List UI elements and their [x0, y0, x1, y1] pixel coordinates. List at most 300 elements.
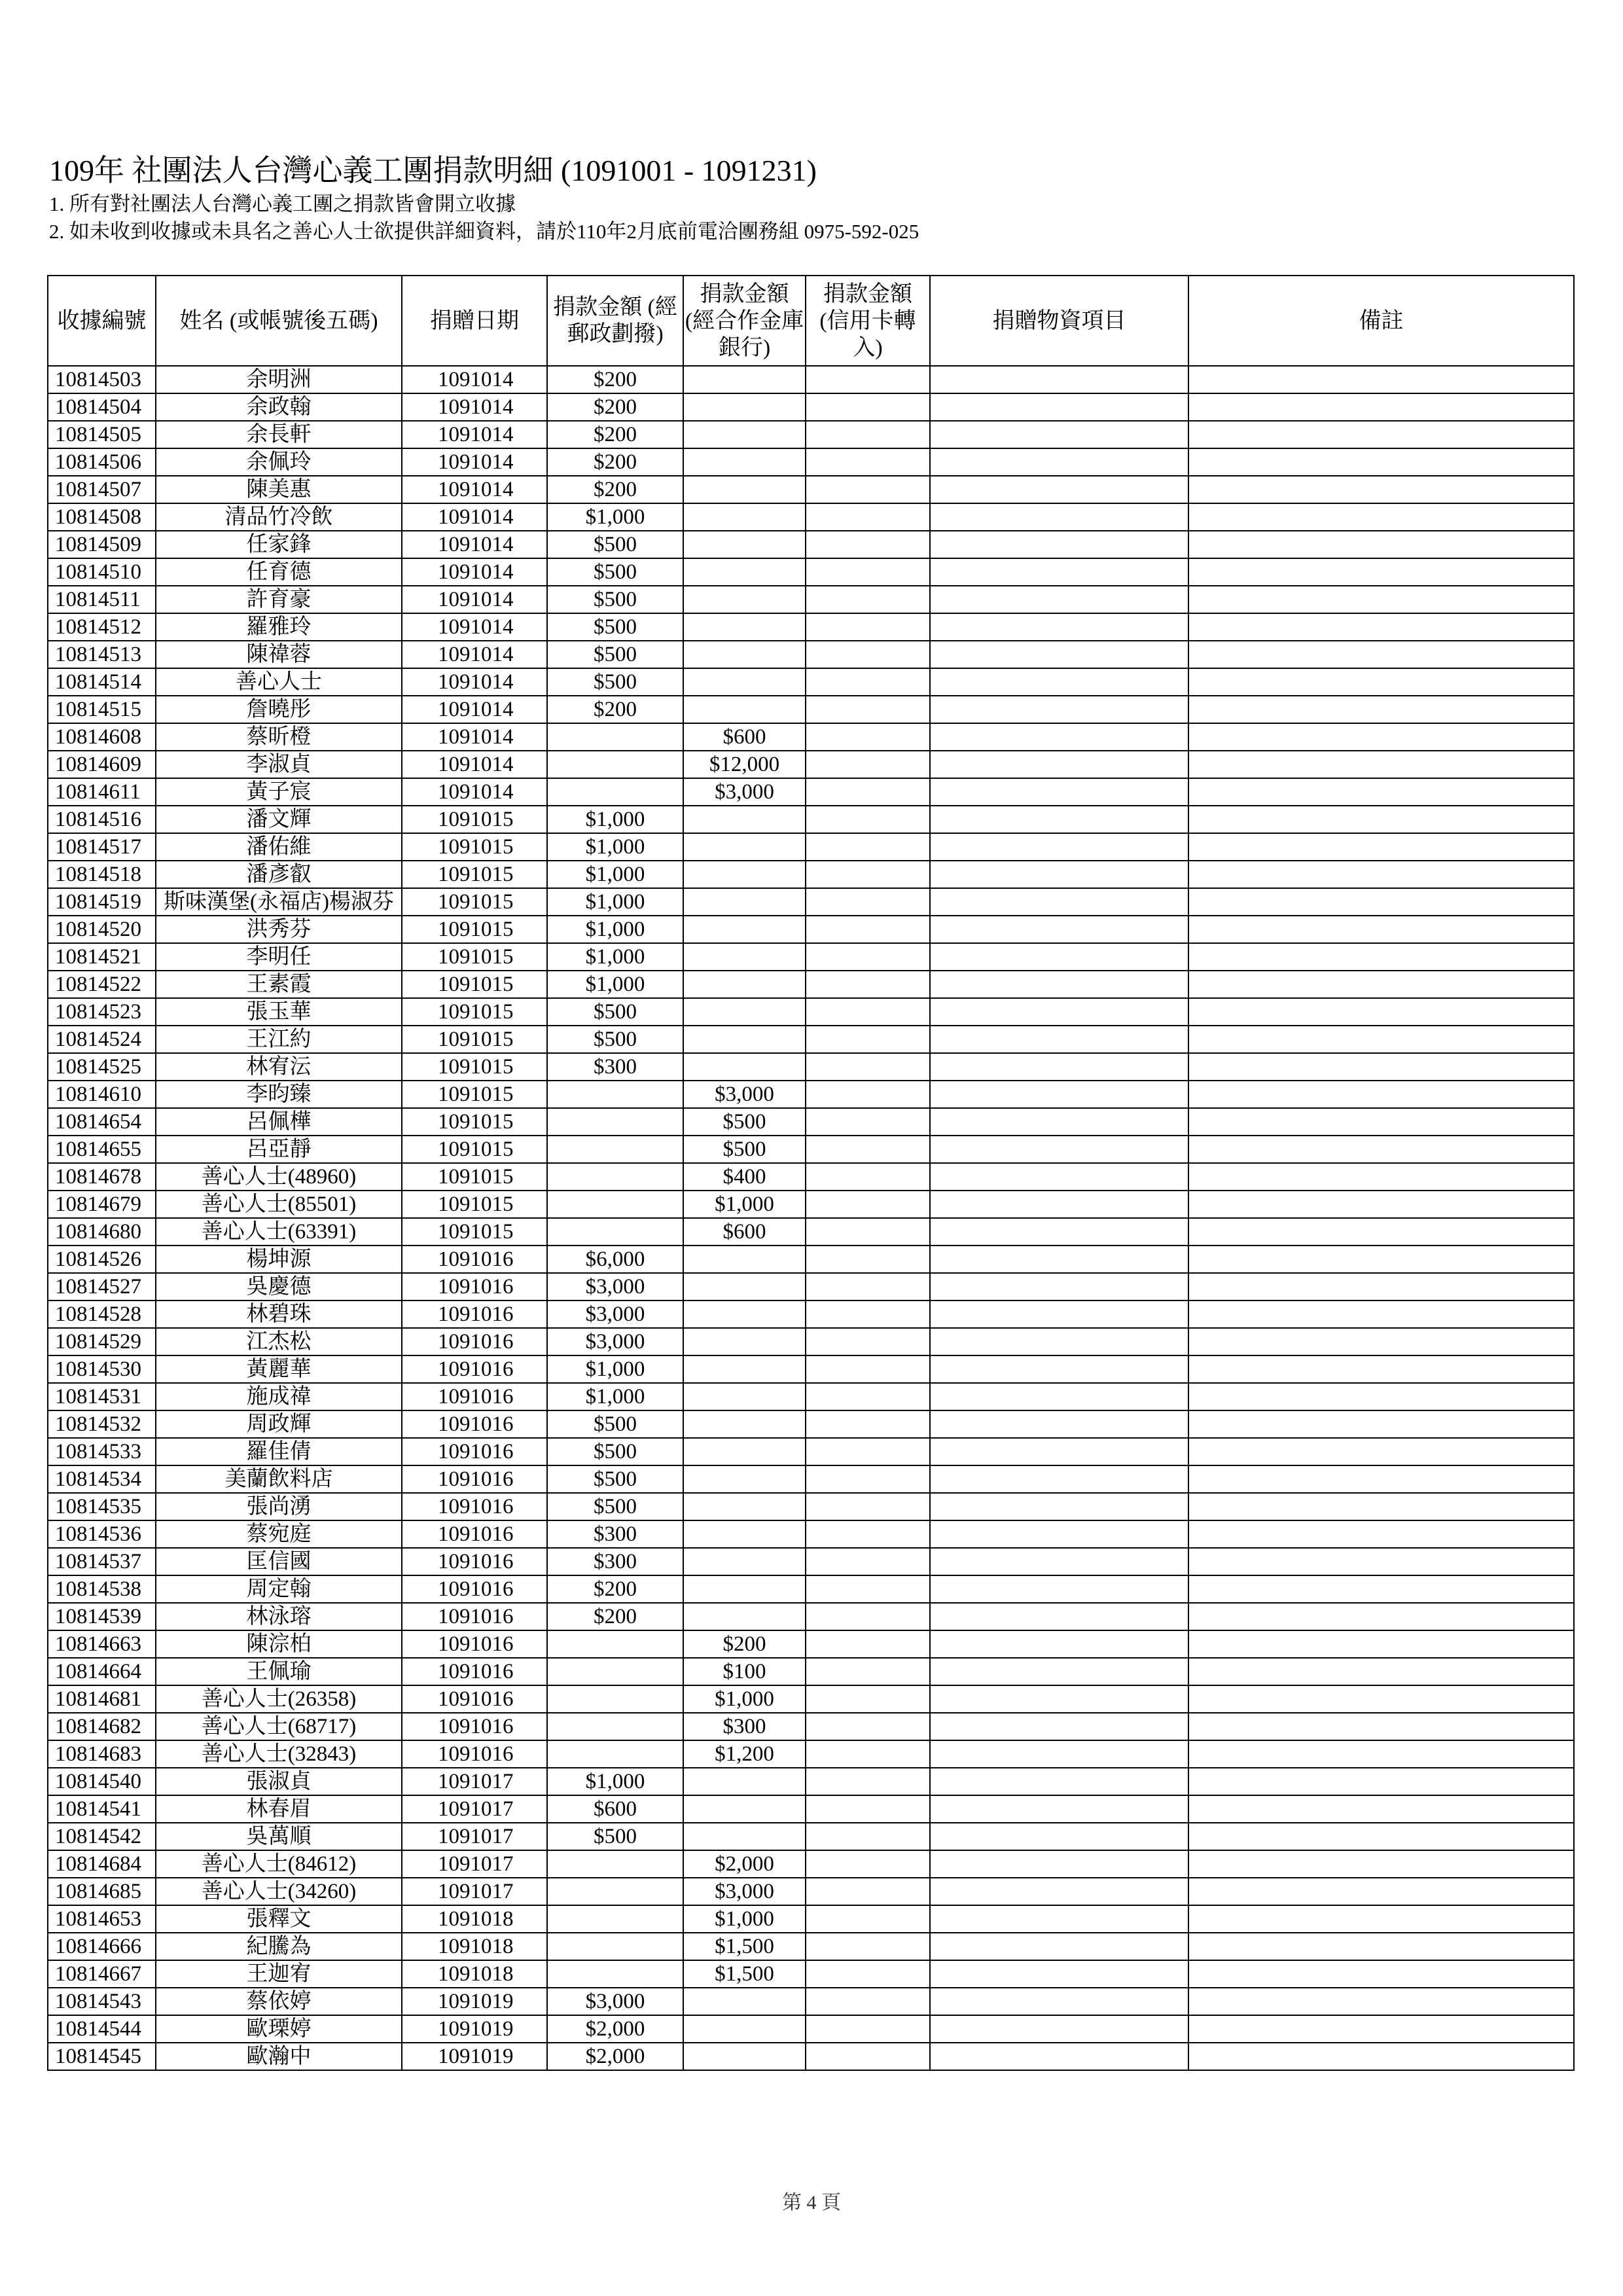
donation-date-cell: 1091014 [402, 778, 547, 806]
table-row [48, 1768, 1574, 1795]
remarks-cell [1188, 1603, 1574, 1630]
receipt-no-cell: 10814681 [48, 1685, 156, 1713]
donor-name-cell: 李淑貞 [156, 751, 402, 778]
donor-name-cell: 潘彥叡 [156, 861, 402, 888]
donor-name-cell: 施成禕 [156, 1383, 402, 1410]
donor-name-cell: 潘佑維 [156, 833, 402, 861]
donor-name-cell: 詹曉彤 [156, 696, 402, 723]
remarks-cell [1188, 1438, 1574, 1465]
amount-bank-cell: $1,000 [683, 1685, 806, 1713]
receipt-no-cell: 10814540 [48, 1768, 156, 1795]
receipt-no-cell: 10814504 [48, 393, 156, 421]
amount-postal-cell: $200 [547, 1575, 683, 1603]
goods-cell [930, 751, 1188, 778]
amount-bank-cell: $2,000 [683, 1850, 806, 1878]
donor-name-cell: 美蘭飲料店 [156, 1465, 402, 1493]
table-row [48, 1933, 1574, 1960]
goods-cell [930, 1740, 1188, 1768]
goods-cell [930, 1246, 1188, 1273]
table-row [48, 1273, 1574, 1300]
donor-name-cell: 李明任 [156, 943, 402, 971]
amount-postal-cell [547, 1685, 683, 1713]
remarks-cell [1188, 1658, 1574, 1685]
header-amount-postal: 捐款金額 (經郵政劃撥) [547, 276, 683, 366]
amount-bank-cell [683, 1026, 806, 1053]
amount-postal-cell: $200 [547, 476, 683, 503]
donation-date-cell: 1091014 [402, 668, 547, 696]
donor-name-cell: 清品竹冷飲 [156, 503, 402, 531]
amount-card-cell [806, 1933, 930, 1960]
amount-card-cell [806, 916, 930, 943]
amount-bank-cell: $1,000 [683, 1191, 806, 1218]
remarks-cell [1188, 448, 1574, 476]
amount-card-cell [806, 806, 930, 833]
amount-card-cell [806, 1328, 930, 1355]
amount-card-cell [806, 393, 930, 421]
goods-cell [930, 393, 1188, 421]
receipt-no-cell: 10814664 [48, 1658, 156, 1685]
donor-name-cell: 黃麗華 [156, 1355, 402, 1383]
receipt-no-cell: 10814655 [48, 1136, 156, 1163]
donation-date-cell: 1091014 [402, 586, 547, 613]
receipt-no-cell: 10814505 [48, 421, 156, 448]
donation-date-cell: 1091015 [402, 1053, 547, 1081]
table-row [48, 833, 1574, 861]
donation-date-cell: 1091016 [402, 1465, 547, 1493]
donation-date-cell: 1091014 [402, 751, 547, 778]
receipt-no-cell: 10814522 [48, 971, 156, 998]
receipt-no-cell: 10814524 [48, 1026, 156, 1053]
table-row [48, 998, 1574, 1026]
amount-postal-cell: $500 [547, 998, 683, 1026]
donor-name-cell: 陳淙柏 [156, 1630, 402, 1658]
remarks-cell [1188, 476, 1574, 503]
amount-card-cell [806, 586, 930, 613]
amount-bank-cell [683, 1988, 806, 2015]
receipt-no-cell: 10814533 [48, 1438, 156, 1465]
amount-bank-cell [683, 806, 806, 833]
table-row [48, 1246, 1574, 1273]
amount-postal-cell: $1,000 [547, 1383, 683, 1410]
amount-postal-cell [547, 1905, 683, 1933]
amount-card-cell [806, 1768, 930, 1795]
goods-cell [930, 1108, 1188, 1136]
amount-bank-cell [683, 916, 806, 943]
donor-name-cell: 善心人士(68717) [156, 1713, 402, 1740]
table-row [48, 1878, 1574, 1905]
donation-date-cell: 1091016 [402, 1658, 547, 1685]
remarks-cell [1188, 558, 1574, 586]
donation-date-cell: 1091016 [402, 1548, 547, 1575]
donation-date-cell: 1091017 [402, 1878, 547, 1905]
amount-card-cell [806, 1465, 930, 1493]
receipt-no-cell: 10814534 [48, 1465, 156, 1493]
receipt-no-cell: 10814610 [48, 1081, 156, 1108]
donation-date-cell: 1091014 [402, 641, 547, 668]
remarks-cell [1188, 1575, 1574, 1603]
table-row [48, 1658, 1574, 1685]
receipt-no-cell: 10814609 [48, 751, 156, 778]
receipt-no-cell: 10814667 [48, 1960, 156, 1988]
amount-bank-cell [683, 503, 806, 531]
goods-cell [930, 1603, 1188, 1630]
amount-postal-cell: $600 [547, 1795, 683, 1823]
goods-cell [930, 1905, 1188, 1933]
amount-postal-cell: $200 [547, 1603, 683, 1630]
amount-postal-cell: $500 [547, 668, 683, 696]
donation-date-cell: 1091014 [402, 531, 547, 558]
goods-cell [930, 1713, 1188, 1740]
amount-card-cell [806, 1960, 930, 1988]
donor-name-cell: 楊坤源 [156, 1246, 402, 1273]
goods-cell [930, 1273, 1188, 1300]
amount-bank-cell [683, 1520, 806, 1548]
receipt-no-cell: 10814510 [48, 558, 156, 586]
receipt-no-cell: 10814536 [48, 1520, 156, 1548]
receipt-no-cell: 10814517 [48, 833, 156, 861]
header-remarks: 備註 [1188, 276, 1574, 366]
table-row [48, 1328, 1574, 1355]
goods-cell [930, 1300, 1188, 1328]
amount-card-cell [806, 1273, 930, 1300]
goods-cell [930, 1438, 1188, 1465]
table-row [48, 1136, 1574, 1163]
donor-name-cell: 紀騰為 [156, 1933, 402, 1960]
remarks-cell [1188, 1905, 1574, 1933]
amount-card-cell [806, 1438, 930, 1465]
document-title: 109年 社團法人台灣心義工團捐款明細 (1091001 - 1091231) [49, 154, 817, 187]
amount-card-cell [806, 1850, 930, 1878]
donor-name-cell: 匡信國 [156, 1548, 402, 1575]
amount-card-cell [806, 1658, 930, 1685]
receipt-no-cell: 10814523 [48, 998, 156, 1026]
donation-date-cell: 1091016 [402, 1603, 547, 1630]
goods-cell [930, 1795, 1188, 1823]
amount-card-cell [806, 1218, 930, 1246]
donor-name-cell: 羅雅玲 [156, 613, 402, 641]
amount-bank-cell [683, 366, 806, 393]
donor-name-cell: 林宥沄 [156, 1053, 402, 1081]
receipt-no-cell: 10814535 [48, 1493, 156, 1520]
donation-date-cell: 1091017 [402, 1795, 547, 1823]
receipt-no-cell: 10814512 [48, 613, 156, 641]
receipt-no-cell: 10814509 [48, 531, 156, 558]
remarks-cell [1188, 668, 1574, 696]
amount-postal-cell: $3,000 [547, 1328, 683, 1355]
page-number: 第 4 頁 [782, 2192, 841, 2214]
table-row [48, 1355, 1574, 1383]
amount-card-cell [806, 1988, 930, 2015]
remarks-cell [1188, 503, 1574, 531]
donation-date-cell: 1091019 [402, 2015, 547, 2043]
receipt-no-cell: 10814538 [48, 1575, 156, 1603]
amount-postal-cell: $200 [547, 448, 683, 476]
donor-name-cell: 善心人士(32843) [156, 1740, 402, 1768]
amount-card-cell [806, 1603, 930, 1630]
receipt-no-cell: 10814543 [48, 1988, 156, 2015]
donor-name-cell: 林碧珠 [156, 1300, 402, 1328]
receipt-no-cell: 10814503 [48, 366, 156, 393]
goods-cell [930, 1520, 1188, 1548]
goods-cell [930, 366, 1188, 393]
note-contact: 2. 如未收到收據或未具名之善心人士欲提供詳細資料，請於110年2月底前電洽團務組 0975-592-025 [49, 220, 919, 243]
donor-name-cell: 蔡宛庭 [156, 1520, 402, 1548]
table-row [48, 1823, 1574, 1850]
remarks-cell [1188, 1850, 1574, 1878]
donation-date-cell: 1091016 [402, 1273, 547, 1300]
donation-date-cell: 1091014 [402, 696, 547, 723]
amount-postal-cell: $1,000 [547, 806, 683, 833]
table-row [48, 1575, 1574, 1603]
table-row [48, 366, 1574, 393]
table-row [48, 1905, 1574, 1933]
goods-cell [930, 1768, 1188, 1795]
remarks-cell [1188, 723, 1574, 751]
goods-cell [930, 1988, 1188, 2015]
goods-cell [930, 723, 1188, 751]
goods-cell [930, 641, 1188, 668]
remarks-cell [1188, 421, 1574, 448]
receipt-no-cell: 10814508 [48, 503, 156, 531]
amount-bank-cell [683, 668, 806, 696]
donor-name-cell: 任家鋒 [156, 531, 402, 558]
remarks-cell [1188, 1823, 1574, 1850]
header-receipt-no: 收據編號 [48, 276, 156, 366]
receipt-no-cell: 10814526 [48, 1246, 156, 1273]
remarks-cell [1188, 888, 1574, 916]
donor-name-cell: 善心人士(63391) [156, 1218, 402, 1246]
amount-card-cell [806, 998, 930, 1026]
table-row [48, 421, 1574, 448]
donation-date-cell: 1091016 [402, 1355, 547, 1383]
remarks-cell [1188, 1355, 1574, 1383]
donation-date-cell: 1091017 [402, 1850, 547, 1878]
goods-cell [930, 778, 1188, 806]
amount-postal-cell: $200 [547, 393, 683, 421]
remarks-cell [1188, 2015, 1574, 2043]
goods-cell [930, 1218, 1188, 1246]
donation-date-cell: 1091015 [402, 1108, 547, 1136]
receipt-no-cell: 10814521 [48, 943, 156, 971]
amount-bank-cell [683, 971, 806, 998]
amount-bank-cell [683, 1438, 806, 1465]
goods-cell [930, 1575, 1188, 1603]
amount-postal-cell [547, 1163, 683, 1191]
amount-card-cell [806, 1493, 930, 1520]
receipt-no-cell: 10814520 [48, 916, 156, 943]
donor-name-cell: 余長軒 [156, 421, 402, 448]
remarks-cell [1188, 861, 1574, 888]
donor-name-cell: 周政輝 [156, 1410, 402, 1438]
donation-date-cell: 1091014 [402, 421, 547, 448]
goods-cell [930, 1878, 1188, 1905]
remarks-cell [1188, 531, 1574, 558]
remarks-cell [1188, 751, 1574, 778]
receipt-no-cell: 10814525 [48, 1053, 156, 1081]
amount-card-cell [806, 861, 930, 888]
receipt-no-cell: 10814506 [48, 448, 156, 476]
amount-bank-cell [683, 393, 806, 421]
donor-name-cell: 王佩瑜 [156, 1658, 402, 1685]
table-row [48, 1685, 1574, 1713]
table-row [48, 723, 1574, 751]
table-row [48, 971, 1574, 998]
amount-postal-cell: $500 [547, 1026, 683, 1053]
goods-cell [930, 888, 1188, 916]
amount-bank-cell [683, 476, 806, 503]
amount-card-cell [806, 751, 930, 778]
amount-card-cell [806, 1026, 930, 1053]
amount-card-cell [806, 2043, 930, 2070]
amount-card-cell [806, 971, 930, 998]
amount-bank-cell: $3,000 [683, 1878, 806, 1905]
amount-postal-cell: $6,000 [547, 1246, 683, 1273]
donation-date-cell: 1091015 [402, 1026, 547, 1053]
remarks-cell [1188, 1548, 1574, 1575]
amount-card-cell [806, 1548, 930, 1575]
header-amount-card: 捐款金額 (信用卡轉入) [806, 276, 930, 366]
goods-cell [930, 1658, 1188, 1685]
donation-date-cell: 1091014 [402, 503, 547, 531]
donor-name-cell: 善心人士(84612) [156, 1850, 402, 1878]
amount-card-cell [806, 641, 930, 668]
donor-name-cell: 任育德 [156, 558, 402, 586]
table-row [48, 1520, 1574, 1548]
amount-bank-cell [683, 998, 806, 1026]
donation-date-cell: 1091015 [402, 861, 547, 888]
table-row [48, 1960, 1574, 1988]
amount-card-cell [806, 1081, 930, 1108]
amount-card-cell [806, 613, 930, 641]
goods-cell [930, 476, 1188, 503]
amount-bank-cell [683, 696, 806, 723]
donor-name-cell: 善心人士(48960) [156, 1163, 402, 1191]
amount-card-cell [806, 943, 930, 971]
receipt-no-cell: 10814683 [48, 1740, 156, 1768]
amount-postal-cell: $1,000 [547, 1768, 683, 1795]
donation-date-cell: 1091019 [402, 2043, 547, 2070]
remarks-cell [1188, 1410, 1574, 1438]
amount-bank-cell: $1,500 [683, 1960, 806, 1988]
amount-card-cell [806, 1053, 930, 1081]
donation-date-cell: 1091015 [402, 1191, 547, 1218]
amount-card-cell [806, 778, 930, 806]
goods-cell [930, 531, 1188, 558]
donor-name-cell: 張釋文 [156, 1905, 402, 1933]
donation-date-cell: 1091015 [402, 888, 547, 916]
table-row [48, 1026, 1574, 1053]
amount-postal-cell: $1,000 [547, 971, 683, 998]
receipt-no-cell: 10814519 [48, 888, 156, 916]
receipt-no-cell: 10814532 [48, 1410, 156, 1438]
amount-card-cell [806, 503, 930, 531]
amount-postal-cell: $3,000 [547, 1988, 683, 2015]
amount-card-cell [806, 1575, 930, 1603]
donation-date-cell: 1091018 [402, 1905, 547, 1933]
remarks-cell [1188, 1163, 1574, 1191]
remarks-cell [1188, 1465, 1574, 1493]
donation-date-cell: 1091014 [402, 723, 547, 751]
amount-postal-cell: $500 [547, 558, 683, 586]
donation-date-cell: 1091015 [402, 998, 547, 1026]
amount-postal-cell: $500 [547, 1465, 683, 1493]
amount-bank-cell [683, 1575, 806, 1603]
remarks-cell [1188, 1878, 1574, 1905]
goods-cell [930, 1081, 1188, 1108]
remarks-cell [1188, 1383, 1574, 1410]
header-goods: 捐贈物資項目 [930, 276, 1188, 366]
remarks-cell [1188, 1300, 1574, 1328]
donation-date-cell: 1091015 [402, 916, 547, 943]
amount-bank-cell: $600 [683, 1218, 806, 1246]
goods-cell [930, 943, 1188, 971]
donation-date-cell: 1091016 [402, 1685, 547, 1713]
remarks-cell [1188, 1795, 1574, 1823]
donation-date-cell: 1091016 [402, 1246, 547, 1273]
amount-card-cell [806, 696, 930, 723]
remarks-cell [1188, 1740, 1574, 1768]
receipt-no-cell: 10814541 [48, 1795, 156, 1823]
receipt-no-cell: 10814611 [48, 778, 156, 806]
goods-cell [930, 1136, 1188, 1163]
donation-date-cell: 1091015 [402, 1163, 547, 1191]
donor-name-cell: 羅佳倩 [156, 1438, 402, 1465]
table-row [48, 751, 1574, 778]
receipt-no-cell: 10814513 [48, 641, 156, 668]
amount-postal-cell [547, 1218, 683, 1246]
amount-card-cell [806, 1823, 930, 1850]
amount-bank-cell [683, 1300, 806, 1328]
header-amount-bank: 捐款金額 (經合作金庫銀行) [683, 276, 806, 366]
goods-cell [930, 558, 1188, 586]
donation-date-cell: 1091016 [402, 1493, 547, 1520]
remarks-cell [1188, 1218, 1574, 1246]
amount-bank-cell [683, 1410, 806, 1438]
donation-date-cell: 1091014 [402, 366, 547, 393]
table-row [48, 1300, 1574, 1328]
amount-card-cell [806, 1630, 930, 1658]
amount-card-cell [806, 366, 930, 393]
receipt-no-cell: 10814516 [48, 806, 156, 833]
amount-postal-cell [547, 1658, 683, 1685]
table-row [48, 503, 1574, 531]
table-row [48, 1191, 1574, 1218]
receipt-no-cell: 10814518 [48, 861, 156, 888]
table-row [48, 696, 1574, 723]
amount-postal-cell: $500 [547, 1438, 683, 1465]
amount-postal-cell: $300 [547, 1548, 683, 1575]
amount-bank-cell: $1,200 [683, 1740, 806, 1768]
amount-card-cell [806, 2015, 930, 2043]
donor-name-cell: 余佩玲 [156, 448, 402, 476]
receipt-no-cell: 10814653 [48, 1905, 156, 1933]
table-row [48, 1850, 1574, 1878]
amount-card-cell [806, 1300, 930, 1328]
remarks-cell [1188, 916, 1574, 943]
amount-bank-cell [683, 1383, 806, 1410]
amount-card-cell [806, 1355, 930, 1383]
amount-card-cell [806, 1795, 930, 1823]
amount-bank-cell [683, 1465, 806, 1493]
remarks-cell [1188, 393, 1574, 421]
amount-bank-cell [683, 448, 806, 476]
table-row [48, 668, 1574, 696]
donor-name-cell: 林春眉 [156, 1795, 402, 1823]
donation-table [47, 275, 1575, 2071]
donation-date-cell: 1091016 [402, 1300, 547, 1328]
goods-cell [930, 2015, 1188, 2043]
amount-card-cell [806, 558, 930, 586]
